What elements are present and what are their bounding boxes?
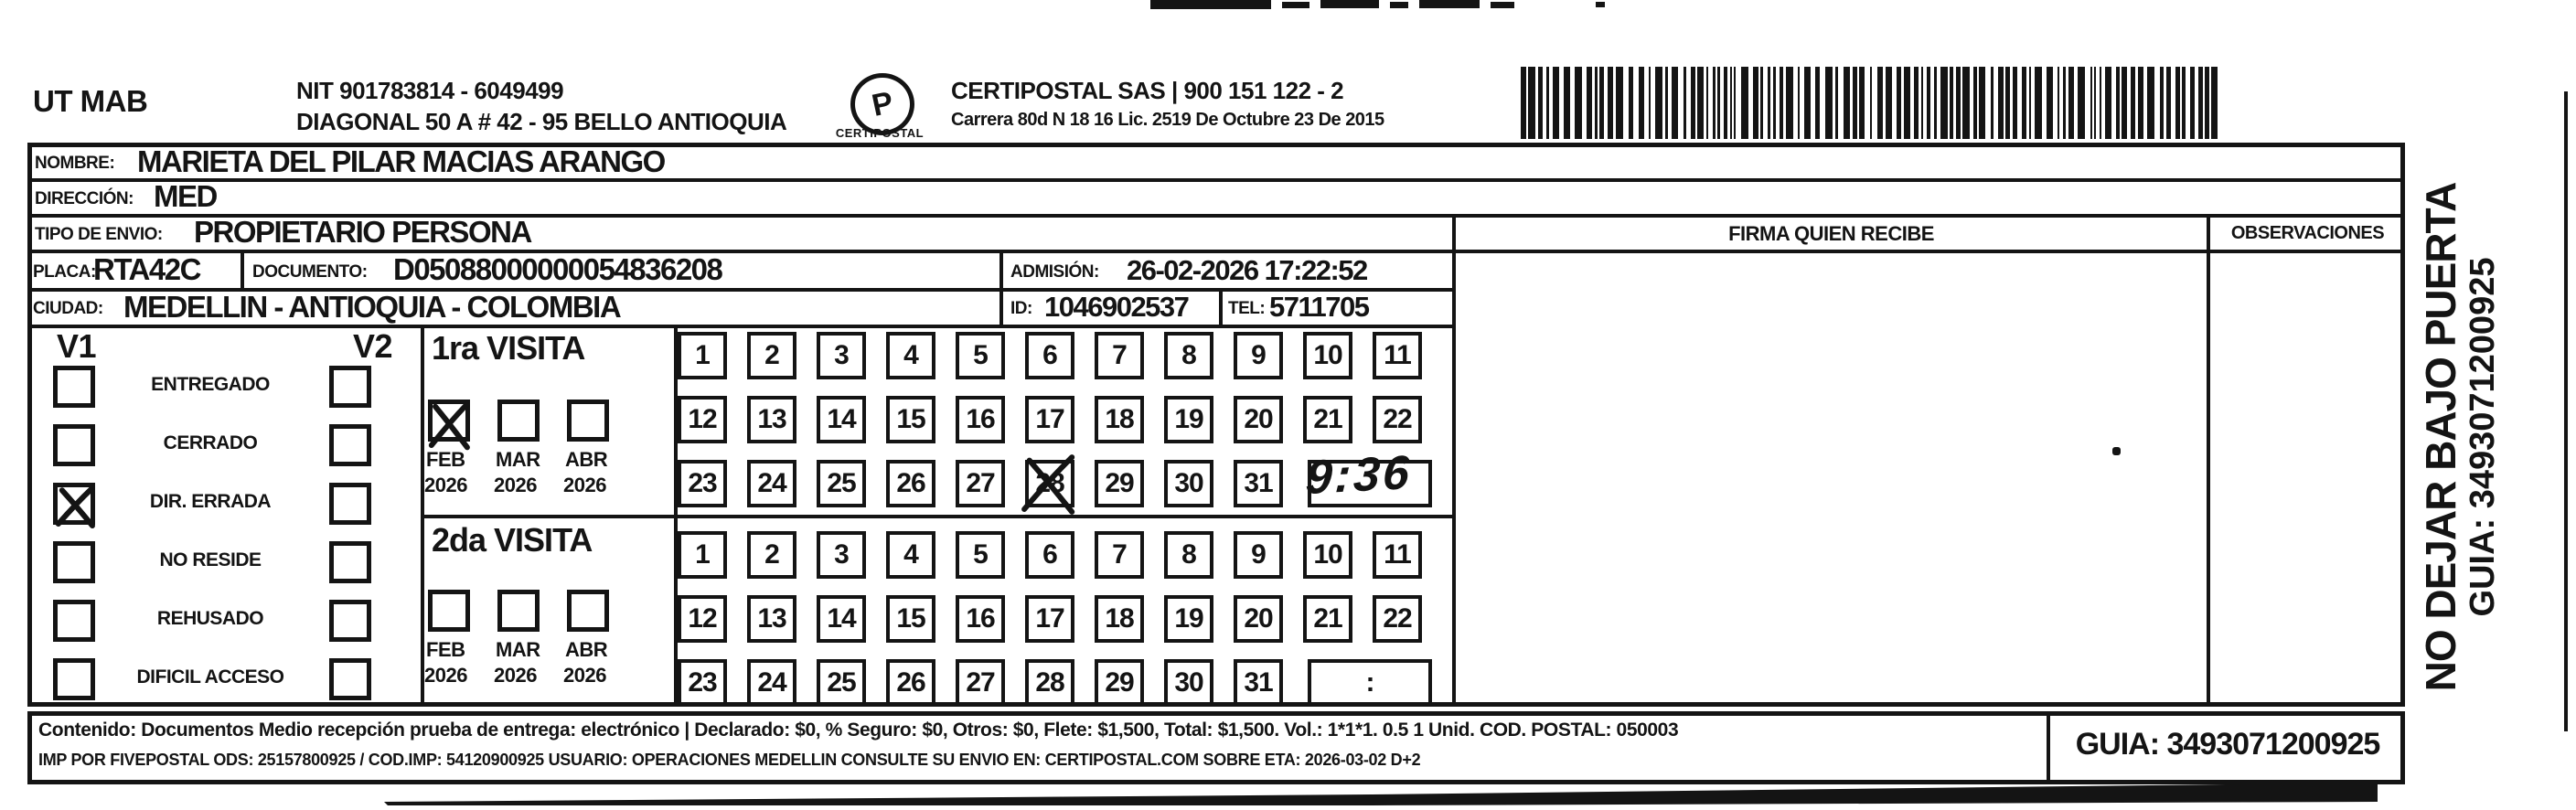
- v2-header: V2: [353, 327, 393, 365]
- day-cell: 27: [956, 659, 1005, 707]
- direccion-label: DIRECCIÓN:: [35, 189, 134, 208]
- day-cell: 5: [956, 332, 1005, 379]
- day-cell: 1: [678, 332, 727, 379]
- admision-value: 26-02-2026 17:22:52: [1127, 254, 1367, 286]
- day-cell: 25: [817, 659, 866, 707]
- day-cell: 4: [886, 332, 935, 379]
- visit1-time-handwritten: 9:36: [1304, 445, 1414, 506]
- id-value: 1046902537: [1044, 291, 1189, 323]
- day-cell: 14: [817, 595, 866, 643]
- day-cell: 16: [956, 396, 1005, 443]
- day-cell: 29: [1095, 659, 1144, 707]
- day-cell: 5: [956, 531, 1005, 579]
- sender-nit-line: NIT 901783814 - 6049499: [296, 77, 564, 104]
- logo-wordmark: CERTIPOSTAL: [835, 126, 925, 140]
- day-cell: 13: [747, 595, 796, 643]
- observaciones-header: OBSERVACIONES: [2230, 223, 2385, 243]
- day-cell: 20: [1234, 595, 1283, 643]
- status-checkbox-v1: [53, 658, 95, 700]
- month-year-label: 2026: [563, 664, 606, 687]
- day-cell: 26: [886, 659, 935, 707]
- day-cell: 31: [1234, 659, 1283, 707]
- day-cell: 4: [886, 531, 935, 579]
- day-cell: 8: [1164, 531, 1213, 579]
- month-checkbox: [497, 400, 540, 442]
- day-cell: 2: [747, 531, 796, 579]
- status-checkbox-v2: [329, 366, 371, 408]
- status-checkbox-v2: [329, 424, 371, 466]
- documento-value: D05088000000054836208: [393, 252, 722, 286]
- day-cell: 14: [817, 396, 866, 443]
- day-cell: 27: [956, 460, 1005, 507]
- day-cell: 7: [1095, 531, 1144, 579]
- day-cell: 22: [1373, 396, 1422, 443]
- day-cell: 12: [678, 595, 727, 643]
- month-label: FEB: [426, 448, 465, 471]
- seal-glyph: P: [868, 84, 896, 123]
- tel-value: 5711705: [1269, 291, 1369, 323]
- day-cell: 11: [1373, 332, 1422, 379]
- visit2-title: 2da VISITA: [432, 521, 593, 559]
- day-cell: 12: [678, 396, 727, 443]
- handwritten-x-mark: [423, 396, 476, 453]
- day-cell: 3: [817, 332, 866, 379]
- status-label: DIFICIL ACCESO: [136, 666, 284, 687]
- month-checkbox: [497, 590, 540, 632]
- day-cell: 25: [817, 460, 866, 507]
- status-label: NO RESIDE: [159, 549, 262, 570]
- day-cell: 6: [1025, 332, 1074, 379]
- day-cell: 17: [1025, 595, 1074, 643]
- month-year-label: 2026: [424, 664, 467, 687]
- month-year-label: 2026: [494, 474, 537, 496]
- footer-guia: GUIA: 3493071200925: [2075, 727, 2380, 762]
- status-label: DIR. ERRADA: [149, 491, 272, 512]
- documento-label: DOCUMENTO:: [252, 262, 368, 282]
- day-cell: 3: [817, 531, 866, 579]
- status-checkbox-v1: [53, 424, 95, 466]
- status-checkbox-v1: [53, 366, 95, 408]
- day-cell: 7: [1095, 332, 1144, 379]
- status-checkbox-v2: [329, 483, 371, 525]
- status-checkbox-v2: [329, 541, 371, 583]
- day-cell: 1: [678, 531, 727, 579]
- status-checkbox-v1: [53, 541, 95, 583]
- client-code: UT MAB: [33, 84, 148, 118]
- ciudad-value: MEDELLIN - ANTIOQUIA - COLOMBIA: [123, 290, 621, 324]
- day-cell: 17: [1025, 396, 1074, 443]
- month-label: MAR: [496, 448, 540, 471]
- day-cell: 28: [1025, 659, 1074, 707]
- day-cell: 21: [1303, 396, 1352, 443]
- day-cell: 15: [886, 396, 935, 443]
- day-cell: 31: [1234, 460, 1283, 507]
- day-cell: 11: [1373, 531, 1422, 579]
- nombre-label: NOMBRE:: [35, 154, 115, 173]
- day-cell: 22: [1373, 595, 1422, 643]
- day-cell: 9: [1234, 531, 1283, 579]
- day-cell: 2: [747, 332, 796, 379]
- day-cell: 23: [678, 659, 727, 707]
- month-label: ABR: [565, 638, 608, 661]
- day-cell: 6: [1025, 531, 1074, 579]
- day-cell: 10: [1303, 531, 1352, 579]
- day-cell: 24: [747, 460, 796, 507]
- company-line: CERTIPOSTAL SAS | 900 151 122 - 2: [951, 77, 1344, 104]
- day-cell: 8: [1164, 332, 1213, 379]
- placa-value: RTA42C: [93, 252, 200, 286]
- status-label: CERRADO: [163, 432, 258, 453]
- tipo-envio-value: PROPIETARIO PERSONA: [194, 215, 531, 249]
- month-label: FEB: [426, 638, 465, 661]
- nombre-value: MARIETA DEL PILAR MACIAS ARANGO: [137, 144, 665, 178]
- day-cell: 18: [1095, 595, 1144, 643]
- day-cell: 24: [747, 659, 796, 707]
- v1-header: V1: [57, 327, 97, 365]
- side-note-line1: NO DEJAR BAJO PUERTA: [2417, 182, 2464, 692]
- day-cell: 23: [678, 460, 727, 507]
- handwritten-x-mark: [50, 480, 102, 531]
- day-cell: 29: [1095, 460, 1144, 507]
- day-cell: 30: [1164, 460, 1213, 507]
- day-cell: 19: [1164, 396, 1213, 443]
- status-label: REHUSADO: [156, 608, 264, 629]
- handwritten-x-over-day: [1016, 449, 1082, 517]
- day-cell: 15: [886, 595, 935, 643]
- day-cell: 13: [747, 396, 796, 443]
- sender-address-line: DIAGONAL 50 A # 42 - 95 BELLO ANTIOQUIA: [296, 108, 787, 135]
- day-cell: 26: [886, 460, 935, 507]
- day-cell: 28: [1025, 460, 1074, 507]
- status-label: ENTREGADO: [151, 374, 270, 395]
- day-cell: 9: [1234, 332, 1283, 379]
- firma-header: FIRMA QUIEN RECIBE: [1728, 222, 1934, 245]
- month-checkbox: [428, 590, 470, 632]
- day-cell: 18: [1095, 396, 1144, 443]
- month-label: MAR: [496, 638, 540, 661]
- month-year-label: 2026: [494, 664, 537, 687]
- visit1-title: 1ra VISITA: [432, 329, 585, 367]
- day-cell: 10: [1303, 332, 1352, 379]
- side-note-line2: GUIA: 3493071200925: [2464, 257, 2502, 617]
- month-label: ABR: [565, 448, 608, 471]
- direccion-value: MED: [154, 179, 217, 213]
- footer-line2: IMP POR FIVEPOSTAL ODS: 25157800925 / COD.IMP: 54120900925 USUARIO: OPERACIONES MEDELLIN CONSULTE SU ENVIO EN: CERTIPOSTAL.COM SOBRE ETA: 2026-03-02 D+2: [38, 751, 1421, 769]
- placa-label: PLACA:: [33, 262, 96, 282]
- admision-label: ADMISIÓN:: [1010, 262, 1099, 282]
- status-checkbox-v2: [329, 658, 371, 700]
- footer-line1: Contenido: Documentos Medio recepción prueba de entrega: electrónico | Declarado: $0, % Seguro: $0, Otros: $0, Flete: $1,500, Total: $1,500. Vol.: 1*1*1. 0.5 1 Unid. COD. POSTAL: 050003: [38, 719, 1679, 741]
- status-checkbox-v2: [329, 600, 371, 642]
- month-checkbox: [567, 590, 609, 632]
- day-cell: 20: [1234, 396, 1283, 443]
- day-cell: 19: [1164, 595, 1213, 643]
- month-checkbox: [567, 400, 609, 442]
- day-cell: 21: [1303, 595, 1352, 643]
- license-line: Carrera 80d N 18 16 Lic. 2519 De Octubre 23 De 2015: [951, 110, 1384, 130]
- status-checkbox-v1: [53, 600, 95, 642]
- id-label: ID:: [1010, 299, 1032, 318]
- month-year-label: 2026: [424, 474, 467, 496]
- visit2-time-placeholder: :: [1365, 667, 1374, 698]
- day-cell: 16: [956, 595, 1005, 643]
- tel-label: TEL:: [1228, 299, 1266, 318]
- month-year-label: 2026: [563, 474, 606, 496]
- day-cell: 30: [1164, 659, 1213, 707]
- tipo-envio-label: TIPO DE ENVIO:: [35, 225, 163, 244]
- ciudad-label: CIUDAD:: [33, 299, 103, 318]
